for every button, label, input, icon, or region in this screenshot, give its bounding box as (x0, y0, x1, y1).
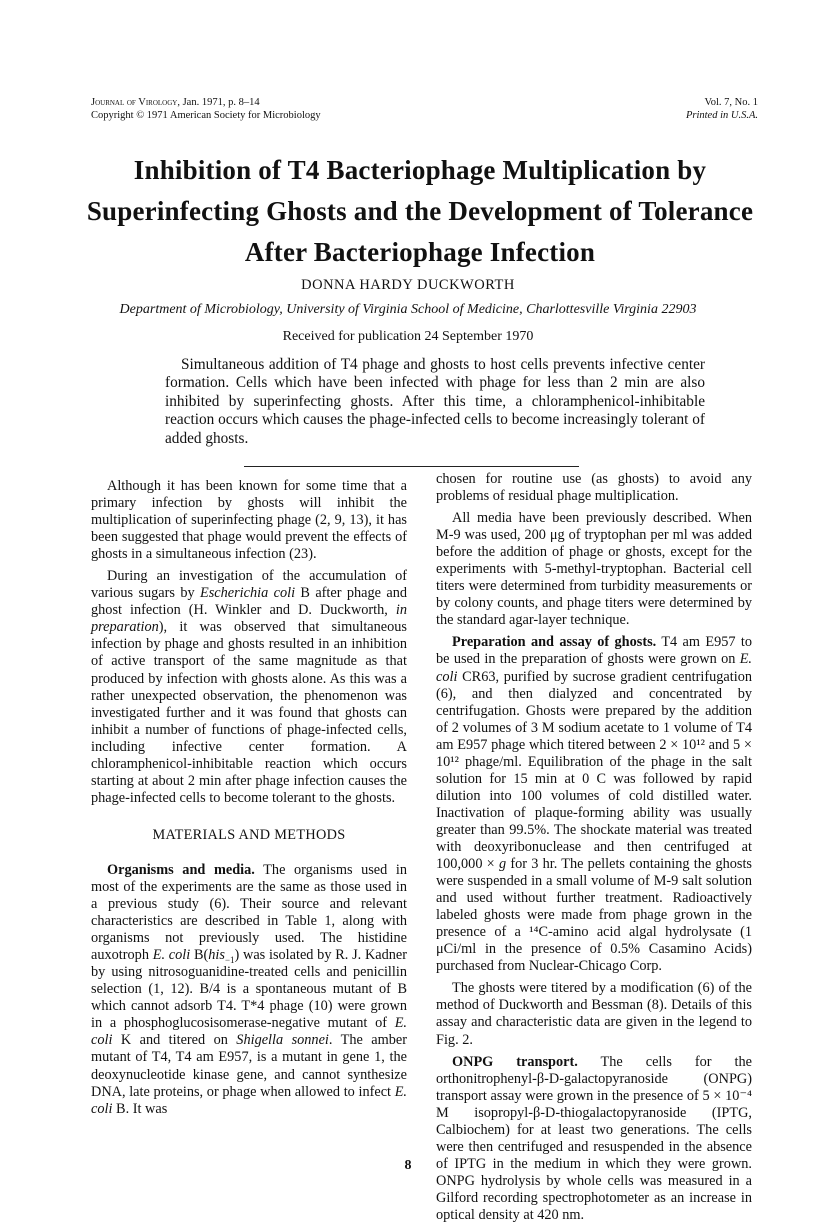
genotype: his (208, 947, 225, 964)
species-name: E. coli (152, 947, 191, 964)
text-run: ), it was observed that simultaneous infection by phage and ghosts resulted in an inhibition of active transport of the same magnitude as that produced by infection with ghosts alone. As this was a rather unexpected observation, the phenomenon was investigated further and it was found that ghosts can inhibit a number of functions of phage-infected cells, including infective center formation. A chloramphenicol-inhibitable reaction which occurs starting at about 2 min after phage infection causes the phage-infected cells to become tolerant to the ghosts. (91, 619, 407, 806)
text-run: B( (190, 947, 209, 964)
printed-label: Printed in U.S.A. (685, 110, 758, 121)
text-run: B after phage and ghost infection (H. Winkler and D. Duckworth, (91, 585, 407, 619)
ghost-prep-paragraph (436, 634, 752, 975)
g-force-unit: g (498, 856, 507, 873)
author-affiliation: Department of Microbiology, University of Virginia School of Medicine, Charlottesville Virginia 22903 (119, 302, 697, 317)
ghost-titer-paragraph: The ghosts were titered by a modification (6) of the method of Duckworth and Bessman (8). Details of this assay and characteristic data are given in the legend to Fig. 2. (436, 980, 752, 1048)
abstract: Simultaneous addition of T4 phage and ghosts to host cells prevents infective center formation. Cells which have been infected with phage for less than 2 min are also inhibited by superinfecting ghosts. After this time, a chloramphenicol-inhibitable reaction occurs which causes the phage-infected cells to become increasingly tolerant of added ghosts. (165, 356, 705, 447)
text-run: T4 am E957 to be used in the preparation of ghosts were grown on (436, 634, 753, 668)
section-divider (244, 466, 579, 467)
intro-paragraph-2 (91, 568, 407, 807)
text-run: ) was isolated by R. J. Kadner by using nitrosoguanidine-treated cells and penicillin selection (1, 12). B/4 is a spontaneous mutant of B which cannot adsorb T4. T*4 phage (10) were grown in a phosphoglucosisomerase-negative mutant of (91, 947, 408, 1032)
species-name: Escherichia coli (199, 585, 296, 602)
text-run: The cells for the orthonitrophenyl-β-D-galactopyranoside (ONPG) transport assay were grown in the presence of 5 × 10⁻⁴ M isopropyl-β-D-thiogalactopyranoside (IPTG, Calbiochem) for at least two generations. The cells were then centrifuged and resuspended in the absence of IPTG in the medium in which they were grown. ONPG hydrolysis by whole cells was measured in a Gilford recording spectrophotometer as an increase in optical density at 420 nm. (436, 1053, 752, 1223)
onpg-paragraph (436, 1054, 752, 1224)
genotype-subscript: −1 (224, 955, 235, 966)
journal-name: Journal of Virology (91, 97, 178, 108)
continued-paragraph: chosen for routine use (as ghosts) to avoid any problems of residual phage multiplication. (436, 471, 752, 505)
subsection-heading: Organisms and media. (107, 861, 255, 878)
species-name: E. coli (91, 1015, 407, 1049)
subsection-heading: Preparation and assay of ghosts. (452, 634, 657, 651)
text-run: K and titered on (112, 1032, 237, 1049)
methods-heading: MATERIALS AND METHODS (152, 826, 346, 843)
text-run: for 3 hr. The pellets containing the ghosts were suspended in a small volume of M-9 salt solution and used without further treatment. Radioactively labeled ghosts were made from phage grown in the presence of a ¹⁴C-amino acid algal hydrolysate (1 μCi/ml in the presence of 0.5% Casamino Acids) purchased from Nuclear-Chicago Corp. (436, 856, 752, 975)
received-date: Received for publication 24 September 1970 (282, 329, 534, 344)
species-name: E. coli (91, 1083, 407, 1117)
in-preparation-note: in preparation (91, 602, 407, 636)
text-run: . The amber mutant of T4, T4 am E957, is a mutant in gene 1, the deoxynucleotide kinase gene, and cannot synthesize DNA, late proteins, or phage when allowed to infect (91, 1032, 407, 1100)
species-name: E. coli (436, 651, 752, 685)
author-name: DONNA HARDY DUCKWORTH (301, 277, 515, 293)
journal-cite: , Jan. 1971, p. 8–14 (177, 97, 260, 108)
left-column (91, 478, 407, 1123)
right-column (436, 471, 752, 1229)
page-number: 8 (404, 1158, 412, 1173)
text-run: The organisms used in most of the experiments are the same as those used in a previous study (6). Their source and relevant characteristics are described in Table 1, along with organisms not previously used. The histidine auxotroph (91, 861, 408, 964)
subsection-heading: ONPG transport. (452, 1053, 578, 1070)
running-header-left (91, 96, 321, 122)
media-paragraph: All media have been previously described. When M-9 was used, 200 μg of tryptophan per ml was added before the addition of phage or ghosts, except for the experiments with 5-methyl-tryptophan. Bacterial cell titers were determined from turbidity measurements or by colony counts, and phage titers were determined by the standard agar-layer technique. (436, 510, 752, 629)
text-run: B. It was (112, 1100, 168, 1117)
running-header-right (686, 96, 758, 122)
copyright-line: Copyright © 1971 American Society for Microbiology (91, 110, 321, 121)
volume-label: Vol. 7, No. 1 (704, 97, 758, 108)
article-title: Inhibition of T4 Bacteriophage Multiplication by Superinfecting Ghosts and the Development of Tolerance After Bacteriophage Infection (86, 155, 754, 267)
journal-citation (91, 96, 321, 109)
species-name: Shigella sonnei (236, 1032, 329, 1049)
text-run: During an investigation of the accumulation of various sugars by (91, 568, 407, 602)
text-run: CR63, purified by sucrose gradient centrifugation (6), and then dialyzed and concentrated by centrifugation. Ghosts were prepared by the addition of 2 volumes of 3 M sodium acetate to 1 volume of T4 am E957 phage which titered between 2 × 10¹² and 5 × 10¹² phage/ml. Equilibration of the phage in the salt solution for 15 min at 0 C was followed by rapid dilution into 100 volumes of cold distilled water. Inactivation of plaque-forming ability was usually greater than 99.5%. The shockate material was treated with deoxyribonuclease and then centrifuged at 100,000 × (436, 668, 752, 873)
organisms-paragraph (91, 862, 407, 1118)
intro-paragraph-1: Although it has been known for some time that a primary infection by ghosts will inhibit the multiplication of superinfecting phage (2, 9, 13), it has been suggested that phage would prevent the effects of ghosts in a simultaneous infection (23). (91, 478, 407, 563)
